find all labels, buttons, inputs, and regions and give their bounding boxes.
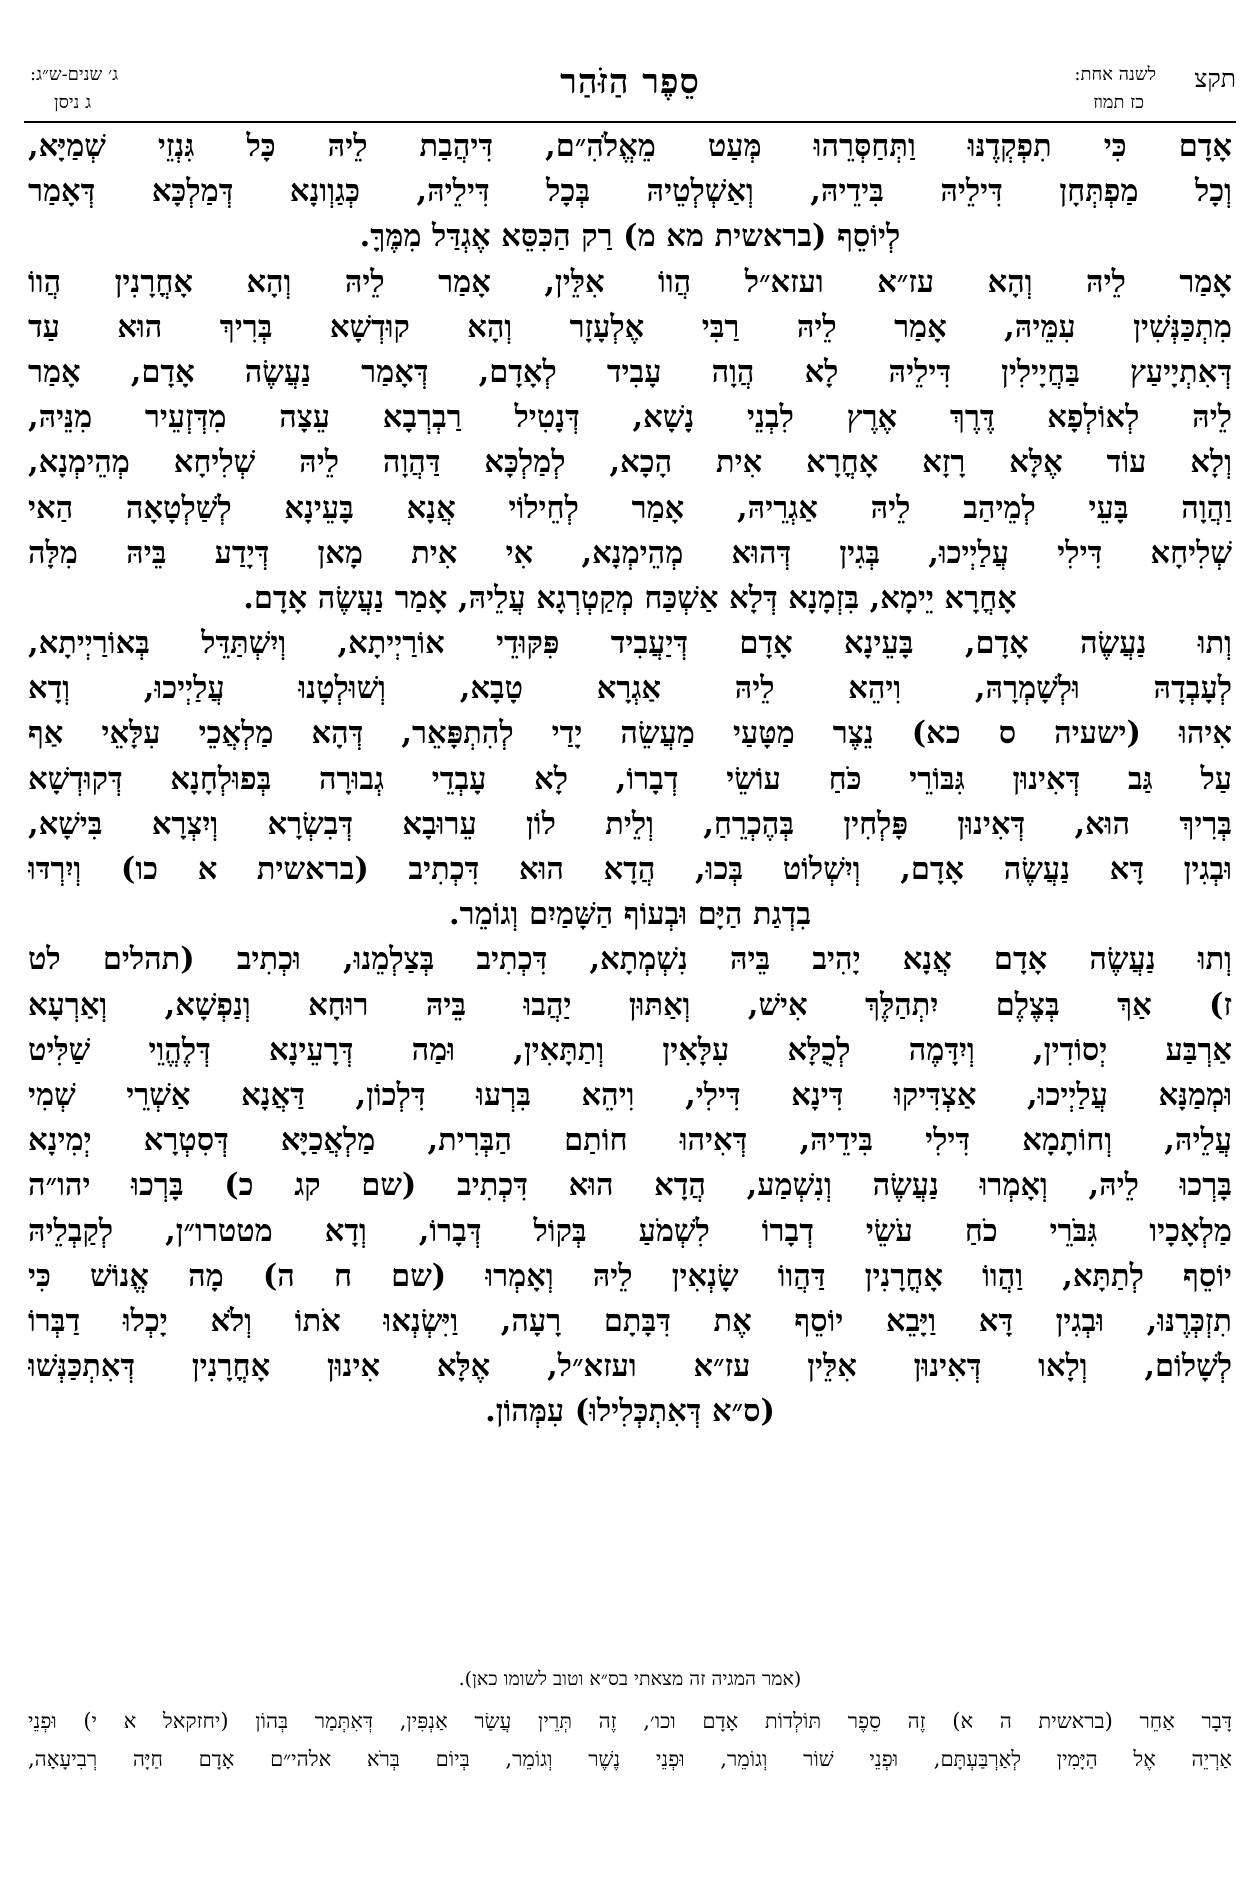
text-line: וְתוּ נַעֲשֶׂה אָדָם אֲנָא יָהִיב בֵּיהּ נִשְׁמְתָא, דִּכְתִיב בְּצַלְמֵנוּ, וּכְתִיב (תהלים לט [28, 941, 1232, 978]
text-line: וְתוּ נַעֲשֶׂה אָדָם, בָּעֵינָא אָדָם דְּיַעֲבִיד פִּקּוּדֵי אוֹרַיְיתָא, וְיִשְׁתַּדֵּל בְּאוֹרַיְיתָא, [28, 625, 1232, 662]
editor-note: (אמר המגיה זה מצאתי בס״א וטוב לשומו כאן). [458, 1668, 802, 1690]
text-line: מַלְאָכָיו גִּבֹּרֵי כֹחַ עֹשֵׂי דְבָרוֹ לִשְׁמֹעַ בְּקוֹל דְּבָרוֹ, וְדָא מטטרו״ן, לְקַבְלֵיהּ [28, 1212, 1232, 1249]
text-line: אָדָם כִּי תִפְקְדֶנּוּ וַתְּחַסְּרֵהוּ מְּעַט מֵאֱלֹהִ״ם, דִּיהֲבַת לֵיהּ כָּל גִּנְזֵי שְׁמַיָּא, [28, 128, 1232, 164]
text-line: מִתְכַּנְּשִׁין עִמֵּיהּ, אָמַר לֵיהּ רַבִּי אֶלְעָזָר וְהָא קוּדְשָׁא בְּרִיךְ הוּא עַד [28, 308, 1232, 345]
header-divider [24, 121, 1236, 123]
main-text [28, 124, 1232, 1434]
text-line: תִזְכְּרֶנּוּ, וּבְגִין דָּא וַיָּבֵא יוֹסֵף אֶת דִּבָּתָם רָעָה, וַיִּשְׂנְאוּ אֹתוֹ וְלֹא יָכְלוּ דַבְּרוֹ [28, 1302, 1232, 1339]
text-line: אָחֳרָא יֵימָא, בִּזְמָנָא דְּלָא אַשְׁכַּח מְקַטְרְגָא עֲלֵיהּ, אָמַר נַעֲשֶׂה אָדָם. [243, 579, 1017, 616]
text-line: ז) אַךְ בְּצֶלֶם יִתְהַלֶּךְ אִישׁ, וְאַתּוּן יַהֲבוּ בֵּיהּ רוּחָא וְנַפְשָׁא, וְאַרְעָא [28, 986, 1232, 1023]
text-line: וּבְגִין דָּא נַעֲשֶׂה אָדָם, וְיִשְׁלוֹט בְּכוּ, הֲדָא הוּא דִּכְתִיב (בראשית א כו) וְיִרְדּוּ [28, 851, 1232, 887]
text-line: לְשָׁלוֹם, וְלָאו דְּאִינוּן אִלֵּין עז״א ועזא״ל, אֶלָּא אִינוּן אָחֳרָנִין דְּאִתְכַּנְּשׁוּ [28, 1348, 1232, 1385]
bottom-line: דָּבָר אַחֵר (בראשית ה א) זֶה סֵפֶר תּוֹלְדוֹת אָדָם וכו׳, זֶה תְּרֵין עֲשַׂר אַנְפִּין, דְּאִתְּמַר בְּהוֹן (יחזקאל א י) וּפְנֵי [28, 1709, 1232, 1733]
text-line: לְיוֹסֵף (בראשית מא מ) רַק הַכִּסֵּא אֶגְדַּל מִמֶּךָּ. [359, 218, 901, 255]
text-line: לְעָבְדָהּ וּלְשָׁמְרָהּ, וִיהֵא לֵיהּ אַגְרָא טָבָא, וְשׁוּלְטָנוּ עֲלַיְיכוּ, וְדָא [28, 670, 1232, 707]
three-year-label: ג׳ שנים-ש״ג: [30, 64, 119, 85]
text-line: בִדְגַת הַיָּם וּבְעוֹף הַשָּׁמַיִם וְגוֹמֵר. [448, 896, 812, 933]
text-line: אִיהוּ (ישעיה ס כא) נֵצֶר מַטָּעַי מַעֲשֵׂה יָדַי לְהִתְפָּאֵר, דְּהָא מַלְאֲכֵי עִלָּאֵי אַף [28, 715, 1232, 752]
zohar-page [24, 0, 1236, 1890]
one-year-date: כז תמוז [1093, 92, 1144, 113]
text-line: וּמְמַנָּא עֲלַיְיכוּ, אַצְדִּיקוּ דִּינָא דִּילִי, וִיהֵא בִּרְעוּ דִּלְכוֹן, דַּאֲנָא אַשְׁרֵי שְׁמִי [28, 1076, 1232, 1113]
text-line: דְּאִתְיָיעַץ בַּחֲיָילִין דִּילֵיהּ לָא הֲוָה עָבִיד לְאָדָם, דְּאָמַר נַעֲשֶׂה אָדָם, אָמַר [28, 353, 1232, 390]
text-line: יוֹסֵף לְתַתָּא, וַהֲווֹ אָחֳרָנִין דַּהֲווֹ שָׂנְאִין לֵיהּ וְאָמְרוּ (שם ח ה) מָה אֱנוֹשׁ כִּי [28, 1257, 1232, 1294]
book-title: סֵפֶר הַזֹּהַר [560, 62, 700, 102]
one-year-label: לשנה אחת: [1074, 64, 1156, 85]
text-line: אָמַר לֵיהּ וְהָא עז״א ועזא״ל הֲווֹ אִלֵּין, אָמַר לֵיהּ וְהָא אָחֳרָנִין הֲווֹ [28, 263, 1232, 300]
text-line: (ס״א דְּאִתְכְּלִילוּ) עִמְּהוֹן. [485, 1393, 775, 1430]
bottom-text [28, 1702, 1232, 1778]
text-line: אַרְבַּע יְסוֹדִין, וְיִדָּמֶה לְכֻלָּא עִלָּאִין וְתַתָּאִין, וּמַה דְּרָעֵינָא דְּלֶהֱוֵי שַׁלִּיט [28, 1031, 1232, 1068]
page-header [24, 62, 1236, 120]
text-line: עַל גַּב דְּאִינוּן גִּבּוֹרֵי כֹּחַ עוֹשֵׂי דְבָרוֹ, לָא עָבְדֵי גְבוּרָה בְּפוּלְחָנָא דְּקוּדְשָׁא [28, 760, 1232, 797]
text-line: וְלָא עוֹד אֶלָּא רָזָא אָחֳרָא אִית הָכָא, לְמַלְכָּא דַּהֲוָה לֵיהּ שְׁלִיחָא מְהֵימְנָא, [28, 444, 1232, 481]
text-line: שְׁלִיחָא דִּילִי עֲלַיְיכוּ, בְּגִין דְּהוּא מְהֵימְנָא, אִי אִית מָאן דְּיָדַע בֵּיהּ מִלָּה [28, 534, 1232, 571]
text-line: בְּרִיךְ הוּא, דְּאִינוּן פָּלְחִין בְּהֶכְרֵחַ, וְלֵית לוֹן עֵרוּבָא דְּבִשְׂרָא וְיִצְרָא בִּישָׁא, [28, 805, 1232, 842]
text-line: וַהֲוָה בָּעֵי לְמֵיהַב לֵיהּ אַגְרֵיהּ, אָמַר לְחֵילוֹי אֲנָא בָּעֵינָא לְשַׁלְטָאָה הַאי [28, 489, 1232, 526]
bottom-line: אַרְיֵה אֶל הַיָּמִין לְאַרְבַּעְתָּם, וּפְנֵי שׁוֹר וְגוֹמֵר, וּפְנֵי נֶשֶׁר וְגוֹמֵר, בְּיוֹם בְּרֹא אלהי״ם אָדָם חַיָּה רְבִיעָאָה, [28, 1747, 1232, 1771]
text-line: עֲלֵיהּ, וְחוֹתָמָא דִּילִי בִּידֵיהּ, דְּאִיהוּ חוֹתַם הַבְּרִית, מַלְאֲכַיָּא דְּסִטְרָא יְמִינָא [28, 1122, 1232, 1159]
header-left [24, 62, 184, 120]
text-line: וְכָל מַפְתְּחָן דִּילֵיהּ בִּידֵיהּ, וְאַשְׁלְטֵיהּ בְּכָל דִּילֵיהּ, כְּגַוְונָא דְּמַלְכָּא דְּאָמַר [28, 173, 1232, 210]
text-line: לֵיהּ לְאוֹלְפָא דֶּרֶךְ אֶרֶץ לִבְנֵי נָשָׁא, דְּנָטִיל רַבְרְבָא עֵצָה מִדְּזְעֵיר מִנֵּיהּ, [28, 399, 1232, 436]
three-year-date: ג ניסן [54, 92, 92, 113]
text-line: בָּרְכוּ לֵיהּ, וְאָמְרוּ נַעֲשֶׂה וְנִשְׁמַע, הֲדָא הוּא דִּכְתִיב (שם קג כ) בָּרְכוּ יהו״ה [28, 1167, 1232, 1204]
page-number: תקצ [1194, 64, 1236, 93]
